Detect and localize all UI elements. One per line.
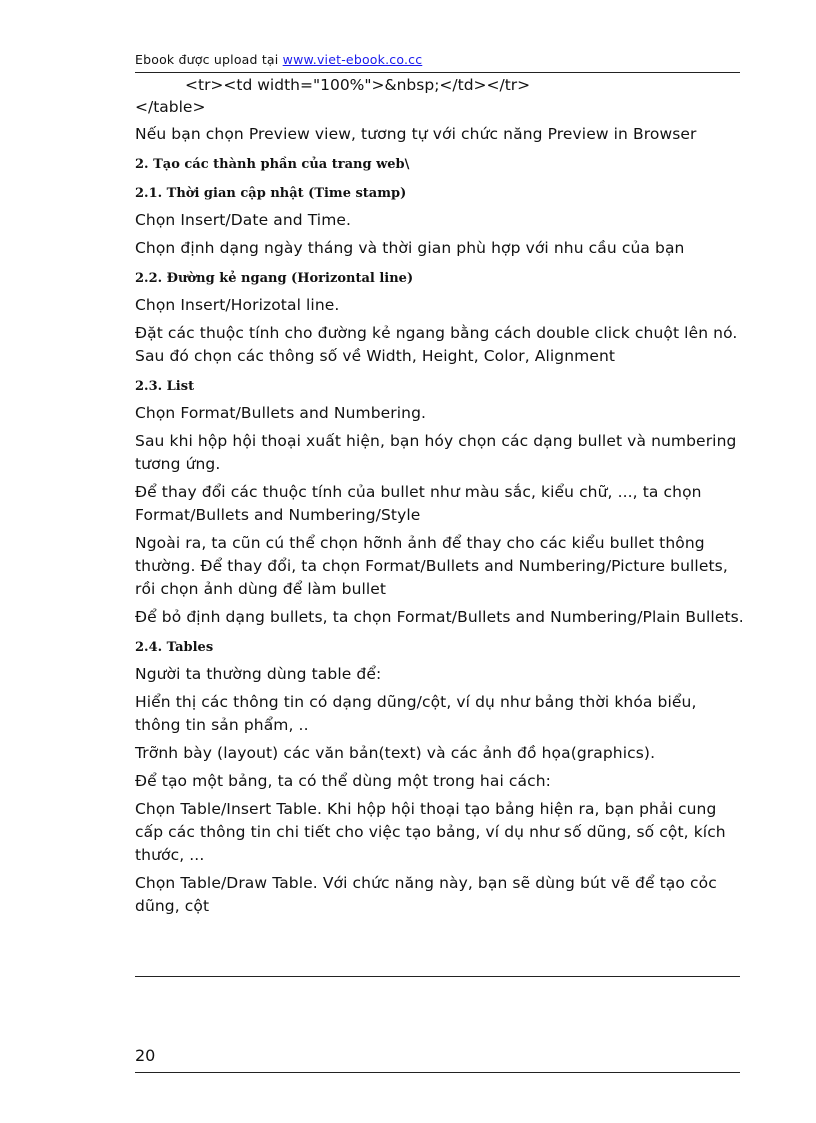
paragraph: Để bỏ định dạng bullets, ta chọn Format/Bullets and Numbering/Plain Bullets.: [135, 608, 744, 626]
section-heading: 2.3. List: [135, 379, 195, 394]
section-heading: 2. Tạo các thành phần của trang web\: [135, 157, 410, 172]
page-content: [135, 74, 745, 918]
section-heading: 2.2. Đường kẻ ngang (Horizontal line): [135, 271, 414, 286]
code-line-table: </table>: [135, 98, 206, 116]
paragraph: Để thay đổi các thuộc tính của bullet như màu sắc, kiểu chữ, ..., ta chọn Format/Bullets and Numbering/Style: [135, 483, 702, 524]
text-blocks: [135, 123, 745, 918]
paragraph: Chọn Table/Draw Table. Với chức năng này, bạn sẽ dùng bút vẽ để tạo cỏc dũng, cột: [135, 874, 717, 915]
paragraph: Đặt các thuộc tính cho đường kẻ ngang bằng cách double click chuột lên nó. Sau đó chọn các thông số về Width, Height, Color, Alignment: [135, 324, 738, 365]
page-number: 20: [135, 1046, 156, 1065]
section-heading: 2.1. Thời gian cập nhật (Time stamp): [135, 186, 407, 201]
header-text: Ebook được upload tại: [135, 52, 283, 67]
paragraph: Chọn Insert/Date and Time.: [135, 211, 352, 229]
section-heading: 2.4. Tables: [135, 640, 214, 655]
footer-rule: [135, 1072, 740, 1073]
paragraph: Chọn định dạng ngày tháng và thời gian phù hợp với nhu cầu của bạn: [135, 239, 685, 257]
paragraph: Người ta thường dùng table để:: [135, 665, 382, 683]
paragraph: Để tạo một bảng, ta có thể dùng một trong hai cách:: [135, 772, 551, 790]
header-link[interactable]: www.viet-ebook.co.cc: [282, 52, 423, 67]
paragraph: Nếu bạn chọn Preview view, tương tự với chức năng Preview in Browser: [135, 125, 697, 143]
paragraph: Trỡnh bày (layout) các văn bản(text) và các ảnh đồ họa(graphics).: [135, 744, 656, 762]
paragraph: Chọn Insert/Horizotal line.: [135, 296, 340, 314]
paragraph: Ngoài ra, ta cũn cú thể chọn hỡnh ảnh để thay cho các kiểu bullet thông thường. Để thay đổi, ta chọn Format/Bullets and Numbering/Picture bullets, rồi chọn ảnh dùng để làm bullet: [135, 534, 728, 598]
code-line-tr: <tr><td width="100%">&nbsp;</td></tr>: [185, 76, 531, 94]
paragraph: Chọn Table/Insert Table. Khi hộp hội thoại tạo bảng hiện ra, bạn phải cung cấp các thông tin chi tiết cho việc tạo bảng, ví dụ như số dũng, số cột, kích thước, ...: [135, 800, 726, 864]
paragraph: Hiển thị các thông tin có dạng dũng/cột, ví dụ như bảng thời khóa biểu, thông tin sản phẩm, ..: [135, 693, 697, 734]
header-rule: [135, 72, 740, 73]
paragraph: Chọn Format/Bullets and Numbering.: [135, 404, 427, 422]
paragraph: Sau khi hộp hội thoại xuất hiện, bạn hóy chọn các dạng bullet và numbering tương ứng.: [135, 432, 737, 473]
content-end-rule: [135, 976, 740, 977]
page-header: [135, 52, 740, 67]
